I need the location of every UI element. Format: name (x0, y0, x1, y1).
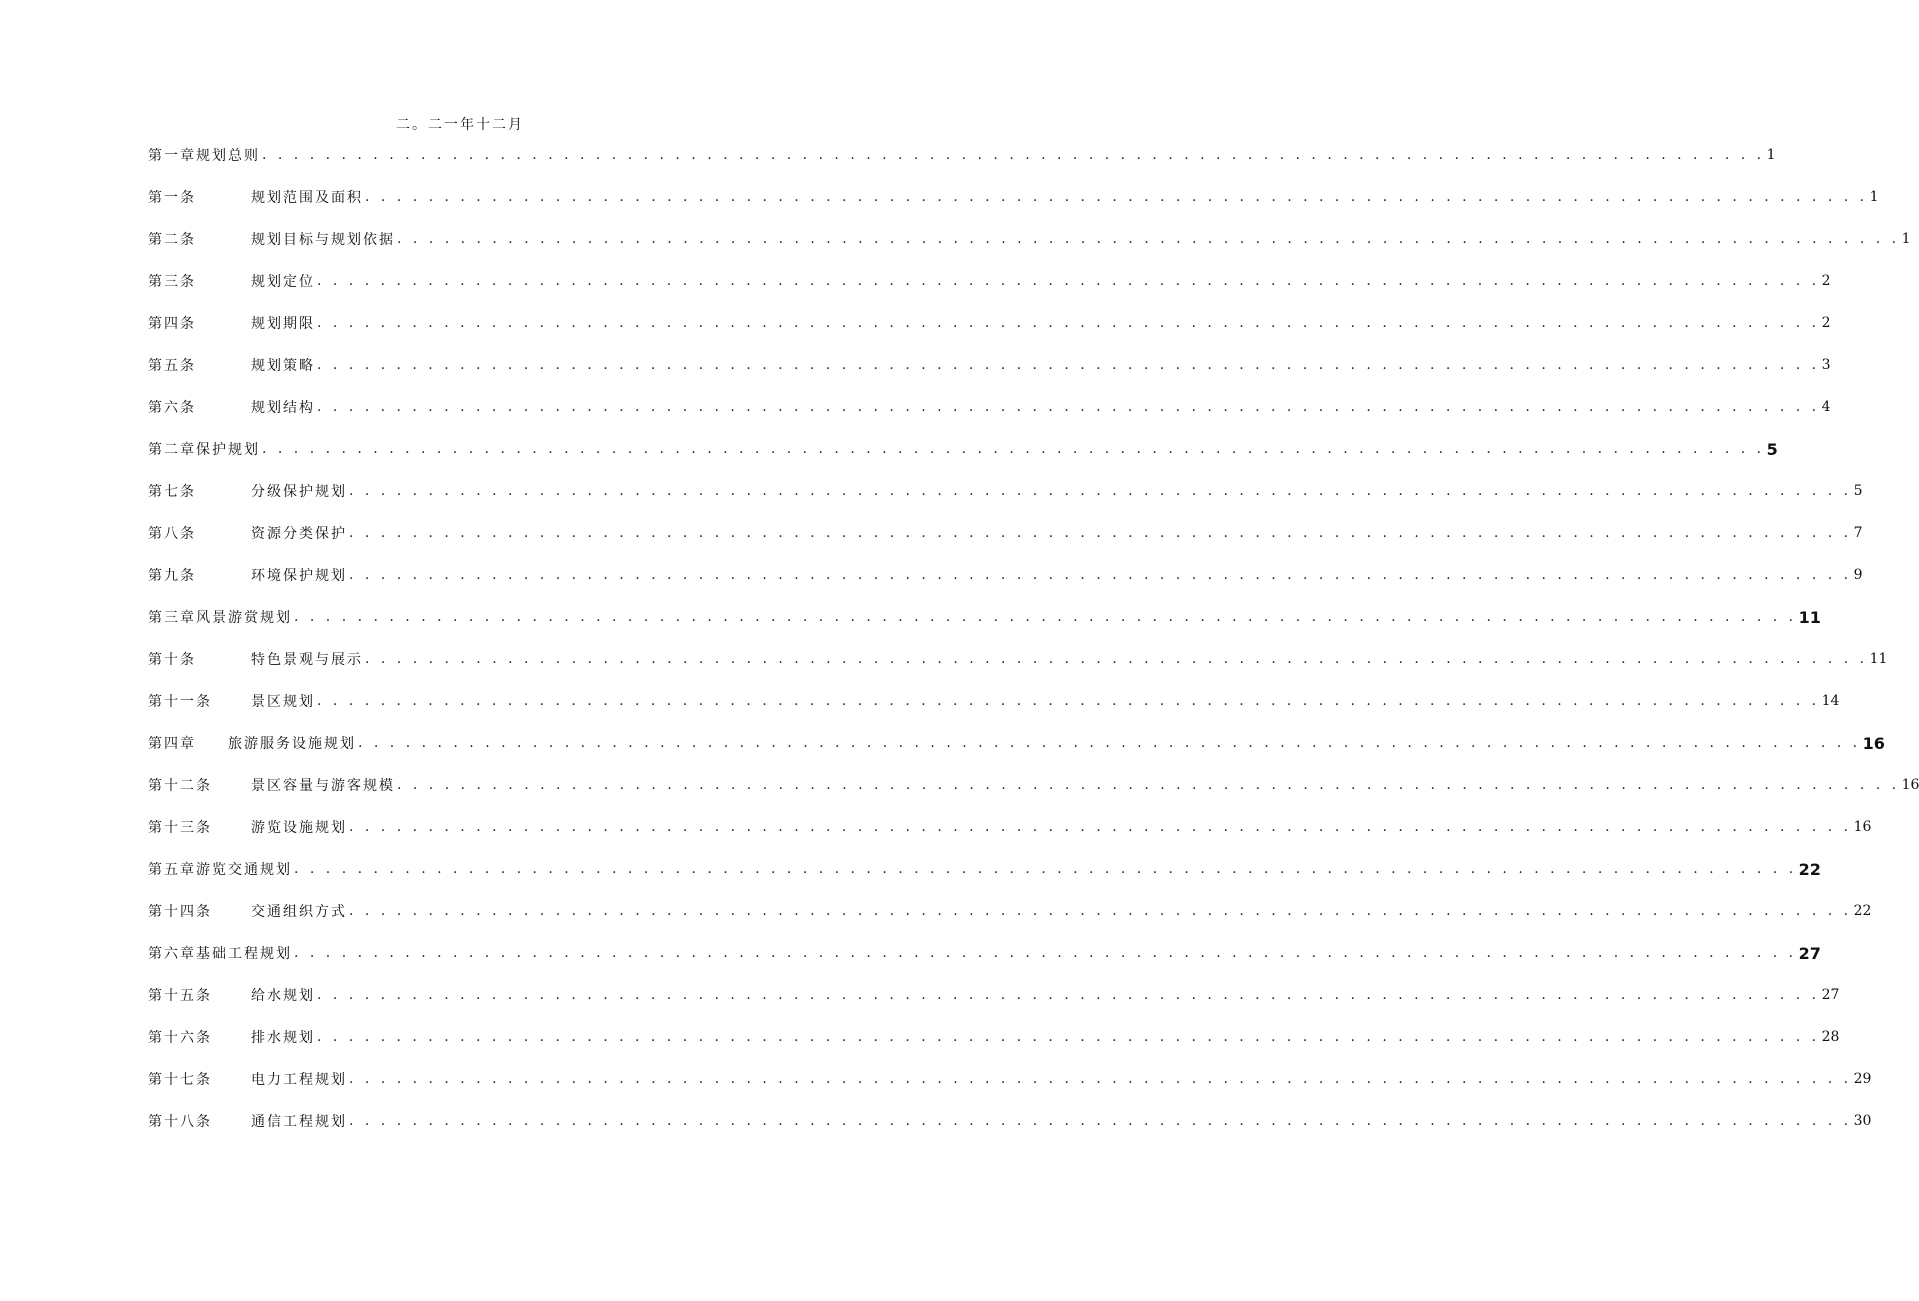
toc-article-number: 第十五条 (148, 988, 212, 1004)
toc-dot-leader: . . . . . . . . . . . . . . . . . . . . . . . . . . . . . . . . . . . . . . . . . . . . . . . . . . . . . . . . . . . . . . . . . . . . . . . . . . . . . . . . . . . . . . . . . . . . . . . (349, 819, 1852, 835)
toc-dot-leader: . . . . . . . . . . . . . . . . . . . . . . . . . . . . . . . . . . . . . . . . . . . . . . . . . . . . . . . . . . . . . . . . . . . . . . . . . . . . . . . . . . . . . . . . . . . . . . . (349, 525, 1852, 541)
toc-article-row[interactable] (148, 1016, 1840, 1058)
toc-article-row[interactable] (148, 176, 1879, 218)
toc-page-number: 2 (1821, 315, 1831, 331)
toc-article-title: 分级保护规划 (251, 484, 347, 500)
toc-chapter-title: 第一章规划总则 (148, 148, 260, 164)
toc-dot-leader: . . . . . . . . . . . . . . . . . . . . . . . . . . . . . . . . . . . . . . . . . . . . . . . . . . . . . . . . . . . . . . . . . . . . . . . . . . . . . . . . . . . . . . . . . . . . . . . (358, 735, 1861, 751)
toc-article-title: 环境保护规划 (251, 568, 347, 584)
toc-article-number: 第十二条 (148, 778, 212, 794)
toc-page-number: 16 (1853, 819, 1872, 835)
toc-article-number: 第一条 (148, 190, 196, 206)
toc-article-number: 第五条 (148, 358, 196, 374)
document-date: 二。二一年十二月 (396, 117, 524, 133)
toc-dot-leader: . . . . . . . . . . . . . . . . . . . . . . . . . . . . . . . . . . . . . . . . . . . . . . . . . . . . . . . . . . . . . . . . . . . . . . . . . . . . . . . . . . . . . . . . . . . . . . . (349, 903, 1852, 919)
toc-article-number: 第十四条 (148, 904, 212, 920)
toc-article-row[interactable] (148, 806, 1872, 848)
toc-article-title: 规划目标与规划依据 (251, 232, 395, 248)
toc-article-title: 规划期限 (251, 316, 315, 332)
toc-page-number: 14 (1821, 693, 1840, 709)
toc-article-row[interactable] (148, 890, 1872, 932)
toc-dot-leader: . . . . . . . . . . . . . . . . . . . . . . . . . . . . . . . . . . . . . . . . . . . . . . . . . . . . . . . . . . . . . . . . . . . . . . . . . . . . . . . . . . . . . . . . . . . . . . . (294, 861, 1797, 877)
toc-article-row[interactable] (148, 344, 1831, 386)
table-of-contents (148, 134, 1919, 1142)
toc-article-number: 第十条 (148, 652, 196, 668)
toc-article-number: 第七条 (148, 484, 196, 500)
toc-page-number: 5 (1853, 483, 1863, 499)
toc-article-row[interactable] (148, 554, 1863, 596)
toc-article-title: 规划范围及面积 (251, 190, 363, 206)
toc-article-row[interactable] (148, 1058, 1872, 1100)
toc-page-number: 1 (1766, 147, 1776, 163)
toc-article-title: 电力工程规划 (251, 1072, 347, 1088)
toc-page-number: 5 (1766, 439, 1778, 459)
toc-page-number: 30 (1853, 1113, 1872, 1129)
toc-chapter-row[interactable] (148, 932, 1821, 974)
toc-article-title: 游览设施规划 (251, 820, 347, 836)
toc-dot-leader: . . . . . . . . . . . . . . . . . . . . . . . . . . . . . . . . . . . . . . . . . . . . . . . . . . . . . . . . . . . . . . . . . . . . . . . . . . . . . . . . . . . . . . . . . . . . . . . (349, 483, 1852, 499)
toc-page-number: 16 (1901, 777, 1919, 793)
toc-dot-leader: . . . . . . . . . . . . . . . . . . . . . . . . . . . . . . . . . . . . . . . . . . . . . . . . . . . . . . . . . . . . . . . . . . . . . . . . . . . . . . . . . . . . . . . . . . . . . . . (317, 273, 1820, 289)
toc-dot-leader: . . . . . . . . . . . . . . . . . . . . . . . . . . . . . . . . . . . . . . . . . . . . . . . . . . . . . . . . . . . . . . . . . . . . . . . . . . . . . . . . . . . . . . . . . . . . . . . (397, 777, 1900, 793)
toc-dot-leader: . . . . . . . . . . . . . . . . . . . . . . . . . . . . . . . . . . . . . . . . . . . . . . . . . . . . . . . . . . . . . . . . . . . . . . . . . . . . . . . . . . . . . . . . . . . . . . . (317, 315, 1820, 331)
toc-article-title: 特色景观与展示 (251, 652, 363, 668)
toc-page-number: 11 (1798, 607, 1821, 627)
toc-dot-leader: . . . . . . . . . . . . . . . . . . . . . . . . . . . . . . . . . . . . . . . . . . . . . . . . . . . . . . . . . . . . . . . . . . . . . . . . . . . . . . . . . . . . . . . . . . . . . . . (349, 1113, 1852, 1129)
toc-chapter-title: 第四章 旅游服务设施规划 (148, 736, 356, 752)
toc-article-number: 第十六条 (148, 1030, 212, 1046)
toc-chapter-row[interactable] (148, 596, 1821, 638)
toc-article-number: 第三条 (148, 274, 196, 290)
toc-article-row[interactable] (148, 512, 1863, 554)
toc-page-number: 7 (1853, 525, 1863, 541)
toc-page-number: 28 (1821, 1029, 1840, 1045)
toc-chapter-title: 第五章游览交通规划 (148, 862, 292, 878)
toc-article-row[interactable] (148, 638, 1888, 680)
toc-dot-leader: . . . . . . . . . . . . . . . . . . . . . . . . . . . . . . . . . . . . . . . . . . . . . . . . . . . . . . . . . . . . . . . . . . . . . . . . . . . . . . . . . . . . . . . . . . . . . . . (365, 189, 1868, 205)
toc-dot-leader: . . . . . . . . . . . . . . . . . . . . . . . . . . . . . . . . . . . . . . . . . . . . . . . . . . . . . . . . . . . . . . . . . . . . . . . . . . . . . . . . . . . . . . . . . . . . . . . (349, 1071, 1852, 1087)
toc-article-number: 第十七条 (148, 1072, 212, 1088)
toc-article-number: 第八条 (148, 526, 196, 542)
toc-chapter-title: 第六章基础工程规划 (148, 946, 292, 962)
toc-article-number: 第四条 (148, 316, 196, 332)
toc-chapter-row[interactable] (148, 848, 1821, 890)
toc-article-row[interactable] (148, 386, 1831, 428)
toc-article-number: 第十八条 (148, 1114, 212, 1130)
toc-dot-leader: . . . . . . . . . . . . . . . . . . . . . . . . . . . . . . . . . . . . . . . . . . . . . . . . . . . . . . . . . . . . . . . . . . . . . . . . . . . . . . . . . . . . . . . . . . . . . . . (397, 231, 1900, 247)
toc-article-title: 景区容量与游客规模 (251, 778, 395, 794)
toc-dot-leader: . . . . . . . . . . . . . . . . . . . . . . . . . . . . . . . . . . . . . . . . . . . . . . . . . . . . . . . . . . . . . . . . . . . . . . . . . . . . . . . . . . . . . . . . . . . . . . . (349, 567, 1852, 583)
toc-article-title: 交通组织方式 (251, 904, 347, 920)
toc-chapter-row[interactable] (148, 428, 1778, 470)
toc-chapter-title: 第二章保护规划 (148, 442, 260, 458)
toc-dot-leader: . . . . . . . . . . . . . . . . . . . . . . . . . . . . . . . . . . . . . . . . . . . . . . . . . . . . . . . . . . . . . . . . . . . . . . . . . . . . . . . . . . . . . . . . . . . . . . . (294, 945, 1797, 961)
toc-article-row[interactable] (148, 680, 1840, 722)
toc-article-row[interactable] (148, 974, 1840, 1016)
toc-dot-leader: . . . . . . . . . . . . . . . . . . . . . . . . . . . . . . . . . . . . . . . . . . . . . . . . . . . . . . . . . . . . . . . . . . . . . . . . . . . . . . . . . . . . . . . . . . . . . . . (262, 147, 1765, 163)
toc-page-number: 2 (1821, 273, 1831, 289)
toc-dot-leader: . . . . . . . . . . . . . . . . . . . . . . . . . . . . . . . . . . . . . . . . . . . . . . . . . . . . . . . . . . . . . . . . . . . . . . . . . . . . . . . . . . . . . . . . . . . . . . . (262, 441, 1765, 457)
toc-page-number: 22 (1798, 859, 1821, 879)
toc-article-number: 第六条 (148, 400, 196, 416)
toc-article-number: 第十三条 (148, 820, 212, 836)
toc-chapter-title: 第三章风景游赏规划 (148, 610, 292, 626)
toc-article-title: 规划结构 (251, 400, 315, 416)
toc-page-number: 16 (1862, 733, 1885, 753)
toc-article-row[interactable] (148, 302, 1831, 344)
toc-article-title: 规划定位 (251, 274, 315, 290)
toc-page-number: 11 (1869, 651, 1888, 667)
toc-dot-leader: . . . . . . . . . . . . . . . . . . . . . . . . . . . . . . . . . . . . . . . . . . . . . . . . . . . . . . . . . . . . . . . . . . . . . . . . . . . . . . . . . . . . . . . . . . . . . . . (294, 609, 1797, 625)
toc-page-number: 1 (1901, 231, 1911, 247)
toc-page-number: 3 (1821, 357, 1831, 373)
toc-article-row[interactable] (148, 218, 1911, 260)
toc-article-row[interactable] (148, 260, 1831, 302)
toc-article-row[interactable] (148, 764, 1919, 806)
toc-dot-leader: . . . . . . . . . . . . . . . . . . . . . . . . . . . . . . . . . . . . . . . . . . . . . . . . . . . . . . . . . . . . . . . . . . . . . . . . . . . . . . . . . . . . . . . . . . . . . . . (365, 651, 1868, 667)
toc-dot-leader: . . . . . . . . . . . . . . . . . . . . . . . . . . . . . . . . . . . . . . . . . . . . . . . . . . . . . . . . . . . . . . . . . . . . . . . . . . . . . . . . . . . . . . . . . . . . . . . (317, 399, 1820, 415)
toc-dot-leader: . . . . . . . . . . . . . . . . . . . . . . . . . . . . . . . . . . . . . . . . . . . . . . . . . . . . . . . . . . . . . . . . . . . . . . . . . . . . . . . . . . . . . . . . . . . . . . . (317, 1029, 1820, 1045)
toc-article-title: 给水规划 (251, 988, 315, 1004)
toc-page-number: 4 (1821, 399, 1831, 415)
toc-page-number: 22 (1853, 903, 1872, 919)
toc-dot-leader: . . . . . . . . . . . . . . . . . . . . . . . . . . . . . . . . . . . . . . . . . . . . . . . . . . . . . . . . . . . . . . . . . . . . . . . . . . . . . . . . . . . . . . . . . . . . . . . (317, 987, 1820, 1003)
toc-article-number: 第十一条 (148, 694, 212, 710)
toc-article-title: 通信工程规划 (251, 1114, 347, 1130)
toc-article-title: 景区规划 (251, 694, 315, 710)
toc-article-title: 资源分类保护 (251, 526, 347, 542)
toc-page-number: 27 (1798, 943, 1821, 963)
toc-page-number: 27 (1821, 987, 1840, 1003)
toc-article-title: 规划策略 (251, 358, 315, 374)
toc-article-number: 第九条 (148, 568, 196, 584)
toc-chapter-row[interactable] (148, 722, 1885, 764)
toc-article-row[interactable] (148, 470, 1863, 512)
toc-page-number: 1 (1869, 189, 1879, 205)
toc-article-number: 第二条 (148, 232, 196, 248)
toc-article-row[interactable] (148, 1100, 1872, 1142)
toc-chapter-row[interactable] (148, 134, 1776, 176)
toc-page-number: 29 (1853, 1071, 1872, 1087)
toc-dot-leader: . . . . . . . . . . . . . . . . . . . . . . . . . . . . . . . . . . . . . . . . . . . . . . . . . . . . . . . . . . . . . . . . . . . . . . . . . . . . . . . . . . . . . . . . . . . . . . . (317, 693, 1820, 709)
toc-page-number: 9 (1853, 567, 1863, 583)
toc-article-title: 排水规划 (251, 1030, 315, 1046)
toc-dot-leader: . . . . . . . . . . . . . . . . . . . . . . . . . . . . . . . . . . . . . . . . . . . . . . . . . . . . . . . . . . . . . . . . . . . . . . . . . . . . . . . . . . . . . . . . . . . . . . . (317, 357, 1820, 373)
